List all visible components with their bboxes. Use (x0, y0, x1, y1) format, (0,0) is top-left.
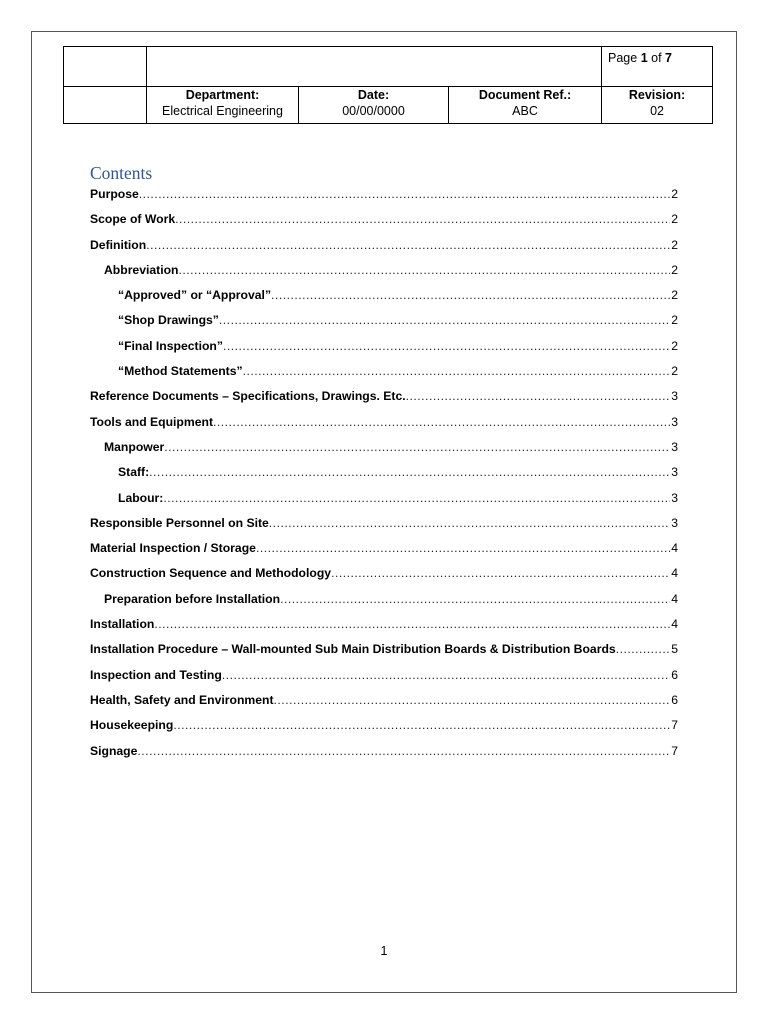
toc-dot-leader (243, 359, 671, 384)
toc-entry-title: Labour: (118, 490, 164, 505)
revision-value: 02 (650, 104, 664, 118)
toc-dot-leader (213, 410, 670, 435)
toc-entry-page: 2 (671, 338, 678, 353)
toc-entry-page: 6 (671, 667, 678, 682)
toc-entry-page: 3 (671, 389, 678, 404)
toc-entry-page: 5 (671, 642, 678, 657)
contents-heading: Contents (90, 163, 153, 183)
toc-entry-title: Scope of Work (90, 212, 176, 227)
toc-entry-page: 3 (671, 439, 678, 454)
toc-dot-leader (271, 283, 670, 308)
revision-cell (602, 87, 713, 124)
toc-entry-title: Manpower (104, 439, 165, 454)
toc-entry-page: 7 (671, 743, 678, 758)
toc-entry-page: 3 (671, 515, 678, 530)
toc-dot-leader (179, 258, 671, 283)
title-cell (147, 47, 602, 87)
toc-entry[interactable] (90, 663, 678, 688)
department-cell (147, 87, 299, 124)
toc-entry[interactable] (90, 384, 678, 409)
toc-entry-title: “Final Inspection” (118, 338, 223, 353)
toc-entry-title: Housekeeping (90, 718, 174, 733)
department-label: Department: (185, 88, 260, 102)
toc-entry[interactable] (90, 713, 678, 738)
toc-dot-leader (154, 612, 670, 637)
date-value: 00/00/0000 (342, 104, 405, 118)
toc-entry[interactable] (90, 511, 678, 536)
toc-entry-title: Reference Documents – Specifications, Drawings. Etc. (90, 389, 406, 404)
toc-entry-page: 3 (671, 465, 678, 480)
logo-cell (64, 47, 147, 87)
toc-entry[interactable] (90, 460, 678, 485)
toc-entry[interactable] (90, 612, 678, 637)
footer-page-number: 1 (380, 944, 388, 958)
revision-label: Revision: (628, 88, 686, 102)
toc-entry-title: Tools and Equipment (90, 414, 213, 429)
toc-entry[interactable] (90, 334, 678, 359)
docref-cell (449, 87, 602, 124)
toc-entry-page: 2 (671, 364, 678, 379)
toc-entry-page: 2 (671, 212, 678, 227)
toc-entry-page: 3 (671, 414, 678, 429)
toc-entry-page: 3 (671, 490, 678, 505)
toc-dot-leader (280, 587, 670, 612)
toc-entry-page: 6 (671, 692, 678, 707)
toc-entry[interactable] (90, 207, 678, 232)
toc-dot-leader (256, 536, 670, 561)
page-total: 7 (665, 51, 672, 65)
date-cell (299, 87, 449, 124)
table-of-contents (90, 182, 678, 764)
toc-dot-leader (616, 637, 671, 662)
toc-entry-title: Preparation before Installation (104, 591, 281, 606)
toc-entry-title: Material Inspection / Storage (90, 541, 256, 556)
toc-entry[interactable] (90, 359, 678, 384)
toc-entry-title: Purpose (90, 187, 139, 201)
toc-entry-title: Inspection and Testing (90, 667, 222, 682)
page-current: 1 (640, 51, 648, 65)
toc-entry[interactable] (90, 308, 678, 333)
toc-entry-title: “Method Statements” (118, 364, 243, 379)
toc-dot-leader (222, 663, 670, 688)
toc-entry-page: 7 (671, 718, 678, 733)
toc-dot-leader (164, 435, 670, 460)
toc-dot-leader (175, 207, 670, 232)
document-header-table (63, 46, 713, 124)
toc-entry[interactable] (90, 486, 678, 511)
department-value: Electrical Engineering (162, 104, 283, 118)
toc-entry[interactable] (90, 587, 678, 612)
toc-entry-page: 4 (671, 591, 678, 606)
page-of: of (647, 51, 666, 65)
page-count-cell (602, 47, 713, 87)
toc-entry[interactable] (90, 739, 678, 764)
toc-entry-title: Responsible Personnel on Site (90, 515, 269, 530)
toc-entry-page: 4 (671, 541, 678, 556)
toc-entry-title: Installation Procedure – Wall-mounted Sub Main Distribution Boards & Distribution Boards (90, 642, 616, 657)
toc-entry[interactable] (90, 233, 678, 258)
toc-entry-title: “Approved” or “Approval” (118, 288, 272, 303)
toc-entry[interactable] (90, 410, 678, 435)
toc-entry[interactable] (90, 258, 678, 283)
docref-value: ABC (512, 104, 538, 118)
toc-entry-title: Definition (90, 237, 147, 252)
toc-entry[interactable] (90, 688, 678, 713)
toc-dot-leader (223, 334, 670, 359)
toc-entry-page: 2 (671, 313, 678, 328)
toc-entry-title: Construction Sequence and Methodology (90, 566, 332, 581)
toc-dot-leader (219, 308, 670, 333)
date-label: Date: (357, 88, 390, 102)
toc-entry-title: Abbreviation (104, 262, 179, 277)
toc-entry-title: Health, Safety and Environment (90, 692, 274, 707)
toc-entry-title: Installation (90, 617, 155, 632)
logo-cell-lower (64, 87, 147, 124)
toc-dot-leader (269, 511, 670, 536)
toc-dot-leader (163, 486, 670, 511)
toc-entry-page: 2 (671, 187, 678, 201)
toc-entry-page: 2 (671, 237, 678, 252)
toc-dot-leader (274, 688, 671, 713)
toc-entry-title: “Shop Drawings” (118, 313, 219, 328)
docref-label: Document Ref.: (478, 88, 572, 102)
toc-dot-leader (137, 739, 670, 764)
toc-entry[interactable] (90, 435, 678, 460)
toc-entry[interactable] (90, 637, 678, 662)
toc-dot-leader (149, 460, 670, 485)
toc-entry-page: 4 (671, 566, 678, 581)
toc-entry-title: Signage (90, 743, 138, 758)
toc-dot-leader (406, 384, 671, 409)
toc-dot-leader (173, 713, 670, 738)
toc-entry-page: 2 (671, 262, 678, 277)
toc-entry-page: 4 (671, 617, 678, 632)
toc-dot-leader (331, 561, 670, 586)
toc-dot-leader (139, 182, 670, 207)
page-prefix: Page (608, 51, 641, 65)
toc-entry-title: Staff: (118, 465, 150, 480)
toc-entry[interactable] (90, 536, 678, 561)
toc-entry-page: 2 (671, 288, 678, 303)
toc-entry[interactable] (90, 182, 678, 207)
toc-entry[interactable] (90, 561, 678, 586)
toc-dot-leader (146, 233, 670, 258)
toc-entry[interactable] (90, 283, 678, 308)
